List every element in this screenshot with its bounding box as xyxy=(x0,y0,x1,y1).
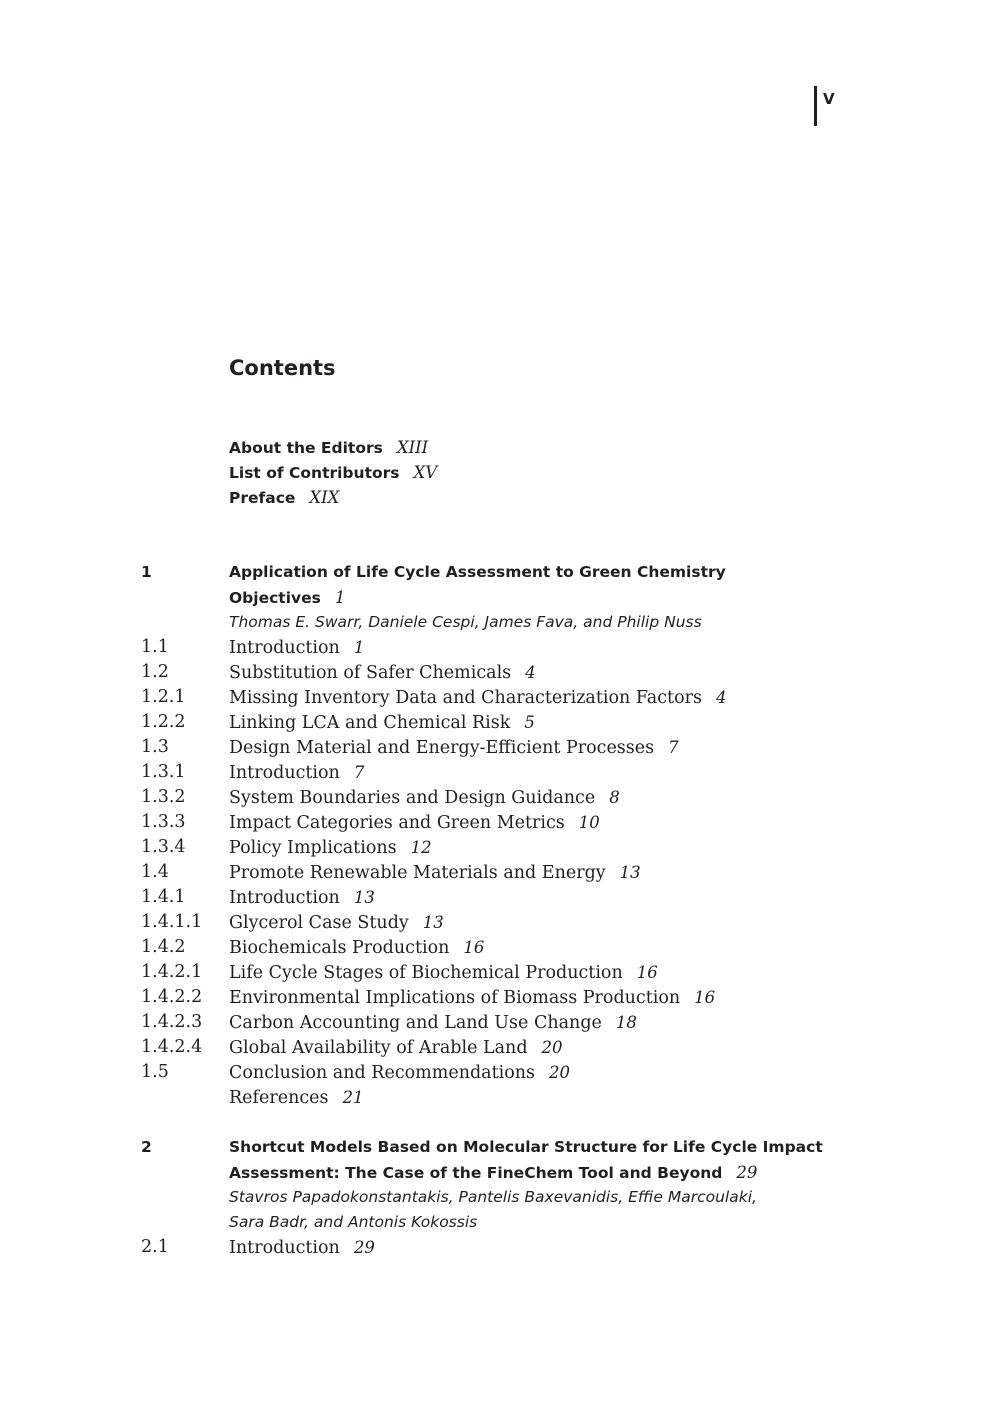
section-page: 21 xyxy=(342,1088,364,1107)
front-matter-page: XIX xyxy=(309,488,340,507)
section-title: Impact Categories and Green Metrics xyxy=(229,813,565,833)
section-title: Missing Inventory Data and Characterization Factors xyxy=(229,688,702,708)
front-matter-list xyxy=(229,435,437,510)
section-page: 4 xyxy=(525,663,536,682)
section-page: 20 xyxy=(549,1063,571,1082)
section-title: Introduction xyxy=(229,888,340,908)
section-number: 1.3.4 xyxy=(141,837,186,857)
toc-entry[interactable] xyxy=(141,685,841,710)
section-number: 1.4 xyxy=(141,862,169,882)
section-number: 1.3.2 xyxy=(141,787,186,807)
section-page: 29 xyxy=(353,1238,375,1257)
section-page: 12 xyxy=(410,838,432,857)
chapter-authors: Stavros Papadokonstantakis, Pantelis Baxevanidis, Effie Marcoulaki, xyxy=(229,1188,757,1206)
section-title: Introduction xyxy=(229,1238,340,1258)
chapter-1-heading-cont[interactable] xyxy=(141,585,841,610)
toc-entry[interactable] xyxy=(141,860,841,885)
page-marker-rule xyxy=(814,86,817,126)
chapter-title-line: Application of Life Cycle Assessment to Green Chemistry xyxy=(229,563,726,581)
spacer xyxy=(141,1110,841,1135)
front-matter-label: List of Contributors xyxy=(229,464,400,482)
section-number: 1.2.2 xyxy=(141,712,186,732)
section-number: 2.1 xyxy=(141,1237,169,1257)
section-page: 4 xyxy=(715,688,727,707)
toc-entry[interactable] xyxy=(141,760,841,785)
section-number: 1.4.1.1 xyxy=(141,912,203,932)
chapter-2-authors-cont xyxy=(141,1210,841,1235)
toc-entry[interactable] xyxy=(141,1085,841,1110)
toc-entry[interactable] xyxy=(141,660,841,685)
section-page: 18 xyxy=(615,1013,637,1032)
section-title: Introduction xyxy=(229,638,340,658)
section-title: Introduction xyxy=(229,763,340,783)
chapter-authors: Sara Badr, and Antonis Kokossis xyxy=(229,1213,478,1231)
front-matter-item[interactable] xyxy=(229,460,437,485)
section-page: 13 xyxy=(422,913,444,932)
section-number: 1.2.1 xyxy=(141,687,186,707)
section-page: 16 xyxy=(636,963,658,982)
section-title: Carbon Accounting and Land Use Change xyxy=(229,1013,602,1033)
toc-entry[interactable] xyxy=(141,885,841,910)
chapter-1-authors xyxy=(141,610,841,635)
section-page: 13 xyxy=(353,888,375,907)
front-matter-page: XV xyxy=(413,463,438,482)
section-page: 5 xyxy=(524,713,535,732)
chapter-2-heading-cont[interactable] xyxy=(141,1160,841,1185)
section-page: 16 xyxy=(463,938,485,957)
section-number: 1.3.3 xyxy=(141,812,186,832)
toc-entry[interactable] xyxy=(141,785,841,810)
section-number: 1.4.1 xyxy=(141,887,186,907)
front-matter-item[interactable] xyxy=(229,485,437,510)
section-number: 1.3 xyxy=(141,737,169,757)
toc-entry[interactable] xyxy=(141,710,841,735)
section-title: References xyxy=(229,1088,329,1108)
page-title: Contents xyxy=(229,356,336,380)
toc-entry[interactable] xyxy=(141,1010,841,1035)
toc-entry[interactable] xyxy=(141,960,841,985)
section-title: Environmental Implications of Biomass Production xyxy=(229,988,681,1008)
section-number: 1.4.2.2 xyxy=(141,987,203,1007)
chapter-page: 1 xyxy=(334,588,346,607)
toc-entry[interactable] xyxy=(141,735,841,760)
section-number: 1.4.2.4 xyxy=(141,1037,203,1057)
chapter-1-sections xyxy=(141,635,841,1110)
page-number: V xyxy=(823,90,835,108)
section-number: 1.5 xyxy=(141,1062,169,1082)
section-page: 13 xyxy=(619,863,641,882)
chapter-2-heading[interactable] xyxy=(141,1135,841,1160)
section-title: Policy Implications xyxy=(229,838,397,858)
section-title: Biochemicals Production xyxy=(229,938,450,958)
section-title: Conclusion and Recommendations xyxy=(229,1063,536,1083)
section-number: 1.3.1 xyxy=(141,762,186,782)
section-page: 10 xyxy=(578,813,600,832)
chapter-1-heading[interactable] xyxy=(141,560,841,585)
toc-entry[interactable] xyxy=(141,635,841,660)
section-title: Linking LCA and Chemical Risk xyxy=(229,713,511,733)
toc-entry[interactable] xyxy=(141,1235,841,1260)
front-matter-page: XIII xyxy=(396,438,429,457)
section-number: 1.4.2.1 xyxy=(141,962,203,982)
section-page: 8 xyxy=(609,788,620,807)
chapter-number: 2 xyxy=(141,1138,152,1156)
chapter-authors: Thomas E. Swarr, Daniele Cespi, James Fava, and Philip Nuss xyxy=(229,613,702,631)
section-title: Substitution of Safer Chemicals xyxy=(229,663,512,683)
chapter-2-sections xyxy=(141,1235,841,1260)
chapter-title-line: Objectives xyxy=(229,589,321,607)
section-number: 1.1 xyxy=(141,637,169,657)
section-page: 16 xyxy=(694,988,716,1007)
section-page: 7 xyxy=(353,763,365,782)
section-number: 1.4.2 xyxy=(141,937,186,957)
section-title: Promote Renewable Materials and Energy xyxy=(229,863,606,883)
section-title: Glycerol Case Study xyxy=(229,913,409,933)
section-title: Design Material and Energy-Efficient Processes xyxy=(229,738,655,758)
toc-entry[interactable] xyxy=(141,1060,841,1085)
chapter-title-line: Assessment: The Case of the FineChem Tool and Beyond xyxy=(229,1164,723,1182)
section-page: 7 xyxy=(668,738,679,757)
chapter-title-line: Shortcut Models Based on Molecular Structure for Life Cycle Impact xyxy=(229,1138,823,1156)
chapter-2-authors xyxy=(141,1185,841,1210)
section-number: 1.2 xyxy=(141,662,169,682)
table-of-contents xyxy=(141,560,841,1260)
section-title: Life Cycle Stages of Biochemical Production xyxy=(229,963,623,983)
toc-entry[interactable] xyxy=(141,935,841,960)
front-matter-item[interactable] xyxy=(229,435,437,460)
section-number: 1.4.2.3 xyxy=(141,1012,203,1032)
toc-entry[interactable] xyxy=(141,1035,841,1060)
section-page: 20 xyxy=(541,1038,563,1057)
front-matter-label: Preface xyxy=(229,489,296,507)
front-matter-label: About the Editors xyxy=(229,439,383,457)
toc-entry[interactable] xyxy=(141,835,841,860)
toc-entry[interactable] xyxy=(141,910,841,935)
section-page: 1 xyxy=(353,638,365,657)
chapter-number: 1 xyxy=(141,563,152,581)
toc-entry[interactable] xyxy=(141,985,841,1010)
section-title: Global Availability of Arable Land xyxy=(229,1038,528,1058)
chapter-page: 29 xyxy=(736,1163,758,1182)
toc-entry[interactable] xyxy=(141,810,841,835)
section-title: System Boundaries and Design Guidance xyxy=(229,788,596,808)
